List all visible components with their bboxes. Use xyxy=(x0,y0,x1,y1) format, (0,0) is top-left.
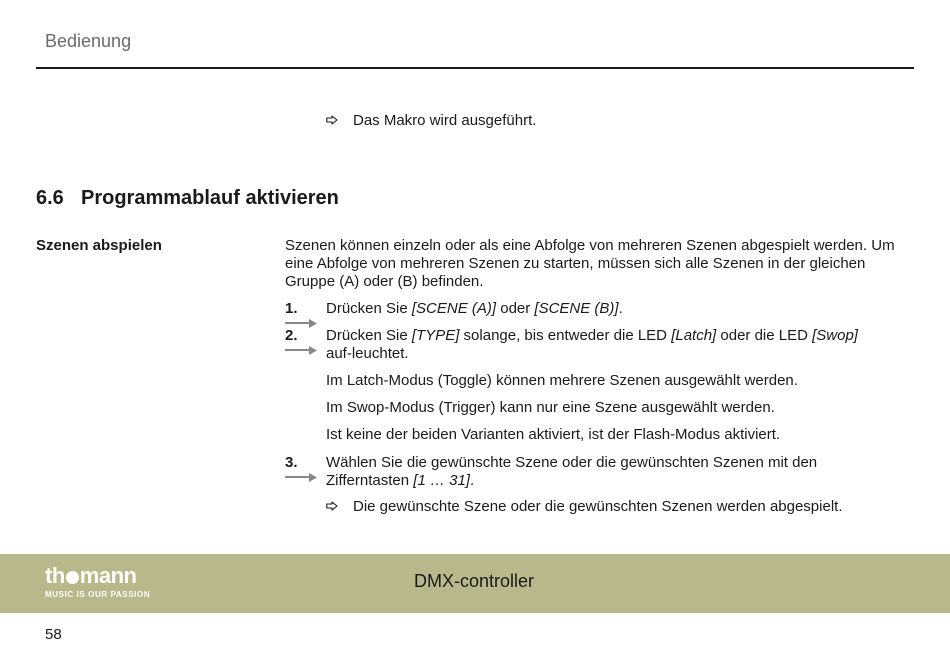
step-number: 2. xyxy=(285,327,317,345)
logo-dot-icon xyxy=(66,571,79,584)
step-text: Drücken Sie [SCENE (A)] oder [SCENE (B)]. xyxy=(326,300,623,317)
hollow-right-arrow-icon xyxy=(326,501,340,511)
note-swop: Im Swop-Modus (Trigger) kann nur eine Szene ausgewählt werden. xyxy=(326,399,775,416)
brand-logo: th mann MUSIC IS OUR PASSION xyxy=(45,563,151,599)
hollow-right-arrow-icon xyxy=(326,115,340,125)
intro-paragraph: Szenen können einzeln oder als eine Abfolge von mehreren Szenen abgespielt werden. Um eine Abfolge von mehreren Szenen zu starten, müssen sich alle Szenen in der gleichen Gruppe (A) oder (B) befinden. xyxy=(285,237,895,290)
note-latch: Im Latch-Modus (Toggle) können mehrere Szenen ausgewählt werden. xyxy=(326,372,798,389)
header-divider xyxy=(36,67,914,69)
step-text: Drücken Sie [TYPE] solange, bis entweder die LED [Latch] oder die LED [Swop] auf-leuchtet. xyxy=(326,327,858,362)
header-title: Bedienung xyxy=(45,31,132,51)
underline-arrow-icon xyxy=(285,346,319,356)
footer-product-name: DMX-controller xyxy=(414,571,535,591)
step-1 xyxy=(285,300,885,318)
section-title: Programmablauf aktivieren xyxy=(81,187,339,209)
step-number: 3. xyxy=(285,454,317,472)
note-flash: Ist keine der beiden Varianten aktiviert, ist der Flash-Modus aktiviert. xyxy=(326,426,781,443)
underline-arrow-icon xyxy=(285,473,319,483)
result-line-bottom xyxy=(326,498,843,516)
page-number: 58 xyxy=(45,626,62,643)
result-text: Das Makro wird ausgeführt. xyxy=(353,112,537,129)
step-3 xyxy=(285,454,880,490)
logo-tagline: MUSIC IS OUR PASSION xyxy=(45,590,151,599)
section-number: 6.6 xyxy=(36,187,64,209)
step-text: Wählen Sie die gewünschte Szene oder die gewünschten Szenen mit den Zifferntasten [1 … 31]. xyxy=(326,454,818,489)
result-text: Die gewünschte Szene oder die gewünschten Szenen werden abgespielt. xyxy=(353,498,843,515)
step-2 xyxy=(285,327,870,363)
result-line-top xyxy=(326,112,536,130)
step-number: 1. xyxy=(285,300,317,318)
section-heading xyxy=(36,187,339,210)
side-label: Szenen abspielen xyxy=(36,237,162,254)
